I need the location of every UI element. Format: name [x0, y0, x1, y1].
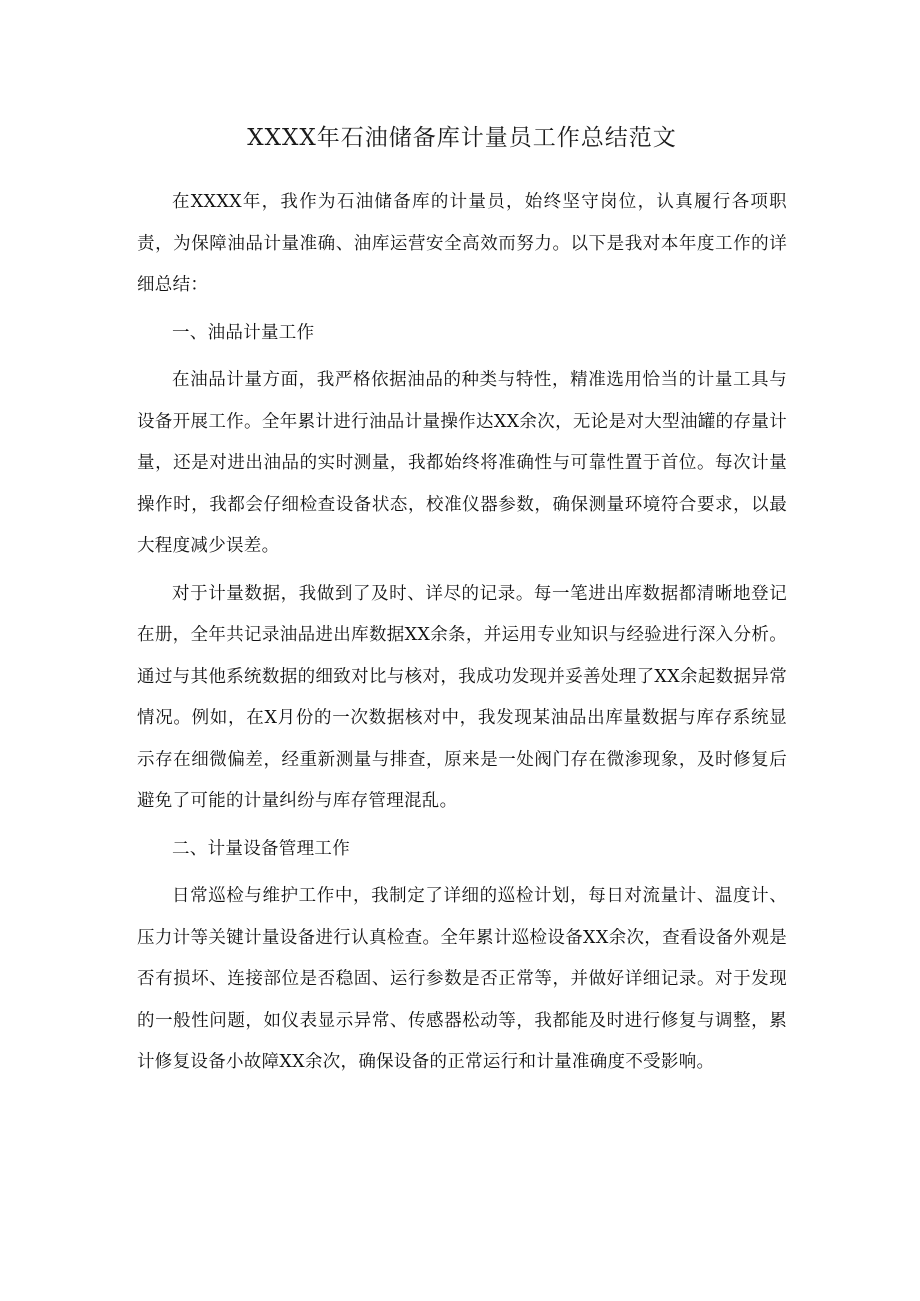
section2-paragraph-1: 日常巡检与维护工作中，我制定了详细的巡检计划，每日对流量计、温度计、压力计等关键计量设备进行认真检查。全年累计巡检设备XX余次，查看设备外观是否有损坏、连接部位是否稳固、运行参数是否正常等，并做好详细记录。对于发现的一般性问题，如仪表显示异常、传感器松动等，我都能及时进行修复与调整，累计修复设备小故障XX余次，确保设备的正常运行和计量准确度不受影响。	[137, 886, 787, 1072]
section1-paragraph-1: 在油品计量方面，我严格依据油品的种类与特性，精准选用恰当的计量工具与设备开展工作。全年累计进行油品计量操作达XX余次，无论是对大型油罐的存量计量，还是对进出油品的实时测量，我都始终将准确性与可靠性置于首位。每次计量操作时，我都会仔细检查设备状态，校准仪器参数，确保测量环境符合要求，以最大程度减少误差。	[137, 370, 787, 556]
intro-paragraph: 在XXXX年，我作为石油储备库的计量员，始终坚守岗位，认真履行各项职责，为保障油品计量准确、油库运营安全高效而努力。以下是我对本年度工作的详细总结：	[137, 192, 787, 295]
section-heading-equipment: 二、计量设备管理工作	[172, 838, 350, 859]
document-page	[137, 116, 787, 1090]
section-heading-metering: 一、油品计量工作	[172, 322, 315, 343]
document-title: XXXX年石油储备库计量员工作总结范文	[247, 125, 677, 151]
section1-paragraph-2: 对于计量数据，我做到了及时、详尽的记录。每一笔进出库数据都清晰地登记在册，全年共记录油品进出库数据XX余条，并运用专业知识与经验进行深入分析。通过与其他系统数据的细致对比与核对，我成功发现并妥善处理了XX余起数据异常情况。例如，在X月份的一次数据核对中，我发现某油品出库量数据与库存系统显示存在细微偏差，经重新测量与排查，原来是一处阀门存在微渗现象，及时修复后避免了可能的计量纠纷与库存管理混乱。	[137, 583, 787, 811]
